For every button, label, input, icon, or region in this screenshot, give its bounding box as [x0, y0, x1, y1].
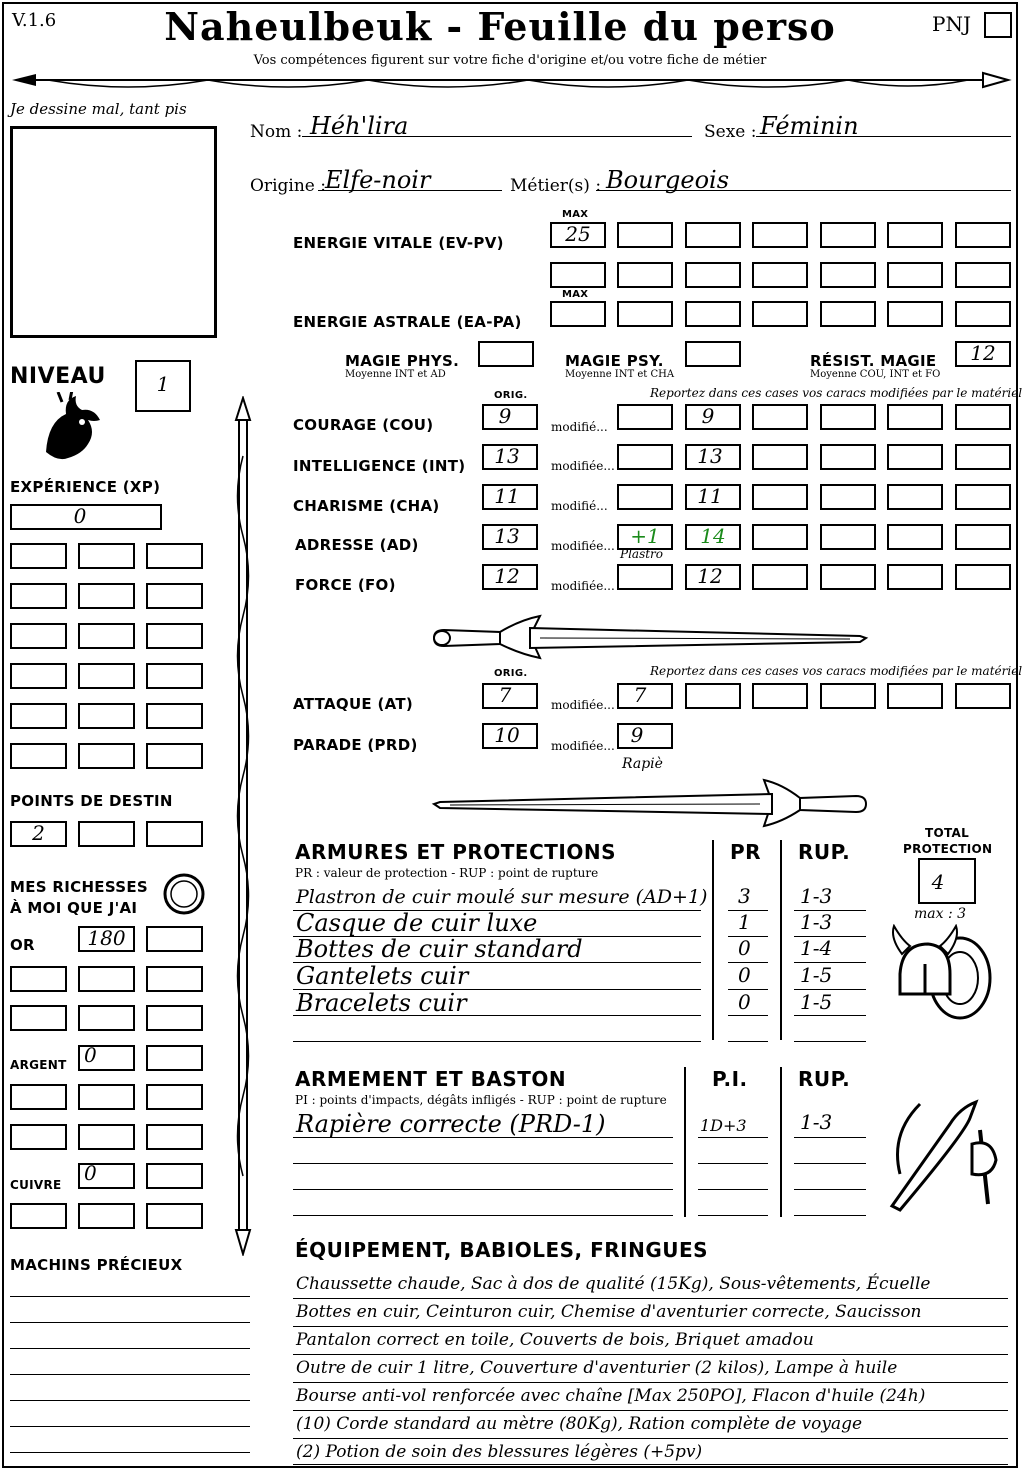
int-final-value: 13 [697, 444, 723, 468]
cou-mod-label: modifié... [551, 420, 608, 434]
ev-box[interactable] [887, 222, 943, 248]
xp-grid-box[interactable] [10, 543, 67, 569]
cha-label: CHARISME (CHA) [293, 497, 440, 515]
magie-psy-box[interactable] [685, 341, 741, 367]
ev-box[interactable] [752, 262, 808, 288]
armures-pr-header: PR [730, 840, 762, 864]
magie-phys-sub: Moyenne INT et AD [345, 369, 446, 380]
ea-box[interactable] [685, 301, 741, 327]
sexe-value[interactable]: Féminin [760, 112, 859, 140]
or-box[interactable] [146, 966, 203, 992]
sword-icon [430, 776, 870, 832]
at-orig-value: 7 [498, 683, 512, 707]
ev-box[interactable] [955, 222, 1011, 248]
int-box[interactable] [820, 444, 876, 470]
xp-grid-box[interactable] [10, 703, 67, 729]
ev-box[interactable] [955, 262, 1011, 288]
cha-box[interactable] [752, 484, 808, 510]
origine-label: Origine : [250, 176, 326, 196]
cou-bonus-box[interactable] [617, 404, 673, 430]
arme-line[interactable] [293, 1215, 673, 1216]
arme-pi-line[interactable] [698, 1215, 768, 1216]
armure-rup[interactable]: 1-5 [800, 963, 833, 987]
ev-box[interactable] [685, 222, 741, 248]
at-box[interactable] [955, 683, 1011, 709]
armure-name[interactable]: Gantelets cuir [296, 962, 469, 990]
carac-orig-label: ORIG. [494, 390, 528, 401]
destin-box[interactable] [78, 821, 135, 847]
pnj-label: PNJ [932, 12, 971, 36]
or-box[interactable] [146, 926, 203, 952]
ev-box[interactable] [550, 262, 606, 288]
total-protection-value: 4 [931, 870, 945, 894]
magie-phys-label: MAGIE PHYS. [345, 352, 460, 370]
argent-box[interactable] [78, 1084, 135, 1110]
ev-box[interactable] [685, 262, 741, 288]
arme-rup-line [794, 1137, 866, 1138]
ev-box[interactable] [820, 262, 876, 288]
weapons-icon [880, 1094, 1000, 1214]
xp-grid-box[interactable] [78, 703, 135, 729]
metier-value[interactable]: Bourgeois [606, 166, 730, 194]
ad-box[interactable] [752, 524, 808, 550]
fo-box[interactable] [887, 564, 943, 590]
equipement-line[interactable]: Bottes en cuir, Ceinturon cuir, Chemise d'aventurier correcte, Saucisson [296, 1302, 922, 1322]
machins-line[interactable] [10, 1348, 250, 1349]
ev-box[interactable] [617, 222, 673, 248]
xp-grid-box[interactable] [10, 663, 67, 689]
argent-label: ARGENT [10, 1058, 67, 1072]
int-label: INTELLIGENCE (INT) [293, 457, 466, 475]
xp-grid-box[interactable] [78, 743, 135, 769]
nom-label: Nom : [250, 122, 303, 142]
armure-rup-line[interactable] [794, 1041, 866, 1042]
int-box[interactable] [955, 444, 1011, 470]
equipement-title: ÉQUIPEMENT, BABIOLES, FRINGUES [295, 1238, 709, 1262]
armement-divider [780, 1067, 782, 1217]
ad-box[interactable] [820, 524, 876, 550]
armure-pr-line [728, 1015, 768, 1016]
combat-report-note: Reportez dans ces cases vos caracs modifiées par le matériel [650, 664, 1023, 678]
armure-name[interactable]: Bracelets cuir [296, 989, 467, 1017]
coin-icon [162, 872, 206, 916]
ad-bonus-note: Plastro [620, 547, 664, 561]
ev-box[interactable] [617, 262, 673, 288]
equipement-rule [293, 1298, 1008, 1299]
argent-box[interactable] [78, 1124, 135, 1150]
arme-rup-line[interactable] [794, 1163, 866, 1164]
prd-mod-value: 9 [630, 723, 644, 747]
ea-max-label: MAX [562, 289, 589, 300]
ea-box[interactable] [955, 301, 1011, 327]
argent-value: 0 [84, 1043, 97, 1067]
prd-note: Rapiè [622, 756, 663, 772]
armement-title: ARMEMENT ET BASTON [295, 1067, 567, 1091]
arme-rup-line[interactable] [794, 1189, 866, 1190]
equipement-rule [293, 1410, 1008, 1411]
resist-magie-value: 12 [970, 341, 996, 365]
xp-grid-box[interactable] [146, 663, 203, 689]
at-box[interactable] [752, 683, 808, 709]
fo-box[interactable] [955, 564, 1011, 590]
equipement-line[interactable]: (2) Potion de soin des blessures légères (+5pv) [296, 1442, 703, 1462]
portrait-caption: Je dessine mal, tant pis [10, 100, 187, 118]
armure-pr[interactable]: 0 [738, 963, 751, 987]
cou-box[interactable] [752, 404, 808, 430]
armure-rup[interactable]: 1-3 [800, 884, 833, 908]
helmet-shield-icon [888, 924, 998, 1024]
total-label-1: TOTAL [925, 826, 970, 840]
cuivre-box[interactable] [78, 1203, 135, 1229]
arme-line[interactable] [293, 1189, 673, 1190]
armure-line [293, 1015, 701, 1016]
ea-box[interactable] [887, 301, 943, 327]
ea-box[interactable] [752, 301, 808, 327]
cou-final-value: 9 [701, 404, 715, 428]
armure-rup-line [794, 1015, 866, 1016]
ea-box[interactable] [617, 301, 673, 327]
armures-title: ARMURES ET PROTECTIONS [295, 840, 616, 864]
cou-box[interactable] [820, 404, 876, 430]
ea-max-box[interactable] [550, 301, 606, 327]
armure-pr[interactable]: 0 [738, 936, 751, 960]
argent-box[interactable] [10, 1124, 67, 1150]
staff-icon [228, 396, 258, 1256]
fo-label: FORCE (FO) [295, 576, 396, 594]
argent-box[interactable] [146, 1084, 203, 1110]
cou-label: COURAGE (COU) [293, 416, 434, 434]
ad-bonus-value: +1 [630, 524, 660, 548]
armures-rup-header: RUP. [798, 840, 851, 864]
equipement-line[interactable]: Outre de cuir 1 litre, Couverture d'aventurier (2 kilos), Lampe à huile [296, 1358, 898, 1378]
arme-rup[interactable]: 1-3 [800, 1110, 833, 1134]
ea-box[interactable] [820, 301, 876, 327]
version-label: V.1.6 [12, 10, 57, 31]
prd-orig-value: 10 [494, 723, 520, 747]
pnj-checkbox[interactable] [984, 12, 1012, 38]
at-mod-label: modifiée... [551, 698, 615, 712]
or-value: 180 [87, 926, 126, 950]
arme-line[interactable] [293, 1163, 673, 1164]
cha-box[interactable] [887, 484, 943, 510]
machins-line[interactable] [10, 1296, 250, 1297]
magie-psy-sub: Moyenne INT et CHA [565, 369, 675, 380]
armement-rup-header: RUP. [798, 1067, 851, 1091]
cuivre-box[interactable] [146, 1163, 203, 1189]
armure-rup[interactable]: 1-5 [800, 990, 833, 1014]
int-mod-label: modifiée... [551, 459, 615, 473]
machins-line[interactable] [10, 1426, 250, 1427]
xp-grid-box[interactable] [10, 623, 67, 649]
ev-label: ENERGIE VITALE (EV-PV) [293, 234, 504, 252]
fo-box[interactable] [752, 564, 808, 590]
cuivre-label: CUIVRE [10, 1178, 62, 1192]
equipement-line[interactable]: Chaussette chaude, Sac à dos de qualité (15Kg), Sous-vêtements, Écuelle [296, 1274, 931, 1294]
spear-divider-icon [8, 64, 1012, 100]
machins-label: MACHINS PRÉCIEUX [10, 1256, 183, 1274]
destin-label: POINTS DE DESTIN [10, 792, 173, 810]
arme-pi[interactable]: 1D+3 [700, 1116, 747, 1135]
argent-box[interactable] [146, 1124, 203, 1150]
armure-rup[interactable]: 1-4 [800, 936, 833, 960]
cha-box[interactable] [820, 484, 876, 510]
cha-orig-value: 11 [494, 484, 520, 508]
at-box[interactable] [820, 683, 876, 709]
xp-grid-box[interactable] [10, 583, 67, 609]
or-box[interactable] [78, 966, 135, 992]
armement-divider [684, 1067, 686, 1217]
at-mod-value: 7 [633, 683, 647, 707]
xp-label: EXPÉRIENCE (XP) [10, 478, 161, 496]
xp-grid-box[interactable] [146, 743, 203, 769]
arme-line [293, 1137, 673, 1138]
fo-bonus-box[interactable] [617, 564, 673, 590]
magie-phys-box[interactable] [478, 341, 534, 367]
origine-value[interactable]: Elfe-noir [325, 166, 431, 194]
ad-box[interactable] [887, 524, 943, 550]
xp-grid-box[interactable] [78, 623, 135, 649]
armure-line[interactable] [293, 1041, 701, 1042]
machins-line[interactable] [10, 1322, 250, 1323]
argent-box[interactable] [146, 1045, 203, 1071]
armure-pr-line[interactable] [728, 1041, 768, 1042]
or-box[interactable] [78, 1005, 135, 1031]
armures-divider [712, 840, 714, 1040]
or-box[interactable] [146, 1005, 203, 1031]
cuivre-value: 0 [84, 1161, 97, 1185]
ad-mod-label: modifiée... [551, 539, 615, 553]
int-box[interactable] [752, 444, 808, 470]
equipement-rule [293, 1354, 1008, 1355]
or-box[interactable] [10, 1005, 67, 1031]
or-box[interactable] [10, 966, 67, 992]
destin-value: 2 [32, 821, 45, 845]
xp-grid-box[interactable] [78, 663, 135, 689]
ad-orig-value: 13 [494, 524, 520, 548]
fo-box[interactable] [820, 564, 876, 590]
resist-magie-sub: Moyenne COU, INT et FO [810, 369, 941, 380]
prd-mod-label: modifiée... [551, 739, 615, 753]
ev-box[interactable] [887, 262, 943, 288]
armures-divider [780, 840, 782, 1040]
armement-pi-header: P.I. [712, 1067, 748, 1091]
fo-mod-label: modifiée... [551, 579, 615, 593]
total-max: max : 3 [914, 906, 967, 922]
at-label: ATTAQUE (AT) [293, 695, 414, 713]
cha-mod-label: modifié... [551, 499, 608, 513]
niveau-label: NIVEAU [10, 364, 106, 389]
xp-grid-box[interactable] [146, 583, 203, 609]
xp-grid-box[interactable] [78, 583, 135, 609]
ad-final-value: 14 [700, 524, 726, 548]
cha-bonus-box[interactable] [617, 484, 673, 510]
equipement-rule [293, 1464, 1008, 1465]
or-label: OR [10, 936, 35, 954]
ea-label: ENERGIE ASTRALE (EA-PA) [293, 313, 522, 331]
armures-sub: PR : valeur de protection - RUP : point de rupture [295, 866, 599, 880]
sexe-label: Sexe : [704, 122, 757, 142]
xp-value: 0 [73, 504, 87, 528]
richesses-label-2: À MOI QUE J'AI [10, 899, 138, 917]
at-box[interactable] [685, 683, 741, 709]
equipement-rule [293, 1326, 1008, 1327]
destin-box[interactable] [146, 821, 203, 847]
armure-name[interactable]: Casque de cuir luxe [296, 909, 538, 937]
portrait-box[interactable] [10, 126, 217, 338]
machins-line[interactable] [10, 1400, 250, 1401]
niveau-value: 1 [156, 372, 170, 396]
resist-magie-label: RÉSIST. MAGIE [810, 352, 937, 370]
at-box[interactable] [887, 683, 943, 709]
ad-label: ADRESSE (AD) [295, 536, 419, 554]
xp-grid-box[interactable] [146, 703, 203, 729]
magie-psy-label: MAGIE PSY. [565, 352, 664, 370]
armure-pr[interactable]: 0 [738, 990, 751, 1014]
dragon-icon [38, 392, 108, 466]
ev-box[interactable] [820, 222, 876, 248]
metier-label: Métier(s) : [510, 176, 602, 196]
equipement-rule [293, 1438, 1008, 1439]
xp-grid-box[interactable] [146, 623, 203, 649]
arme-pi-line [698, 1137, 768, 1138]
armure-pr[interactable]: 3 [738, 884, 751, 908]
xp-grid-box[interactable] [146, 543, 203, 569]
cha-final-value: 11 [697, 484, 723, 508]
equipement-rule [293, 1382, 1008, 1383]
arme-pi-line[interactable] [698, 1189, 768, 1190]
ev-max-label: MAX [562, 209, 589, 220]
sword-icon [430, 612, 870, 662]
int-bonus-box[interactable] [617, 444, 673, 470]
xp-grid-box[interactable] [10, 743, 67, 769]
ev-box[interactable] [752, 222, 808, 248]
armure-name[interactable]: Bottes de cuir standard [296, 935, 583, 963]
nom-value[interactable]: Héh'lira [310, 112, 409, 140]
cuivre-box[interactable] [146, 1203, 203, 1229]
int-orig-value: 13 [494, 444, 520, 468]
richesses-label-1: MES RICHESSES [10, 878, 149, 896]
equipement-line[interactable]: Pantalon correct en toile, Couverts de bois, Briquet amadou [296, 1330, 814, 1350]
armure-name[interactable]: Plastron de cuir moulé sur mesure (AD+1) [296, 886, 708, 908]
cou-orig-value: 9 [498, 404, 512, 428]
carac-report-note: Reportez dans ces cases vos caracs modifiées par le matériel [650, 386, 1023, 400]
armure-rup[interactable]: 1-3 [800, 910, 833, 934]
xp-grid-box[interactable] [78, 543, 135, 569]
page-subtitle: Vos compétences figurent sur votre fiche d'origine et/ou votre fiche de métier [253, 53, 767, 68]
armement-sub: PI : points d'impacts, dégâts infligés - RUP : point de rupture [295, 1093, 667, 1107]
argent-box[interactable] [10, 1084, 67, 1110]
prd-label: PARADE (PRD) [293, 736, 418, 754]
fo-orig-value: 12 [494, 564, 520, 588]
int-box[interactable] [887, 444, 943, 470]
machins-line[interactable] [10, 1374, 250, 1375]
ad-box[interactable] [955, 524, 1011, 550]
cuivre-box[interactable] [10, 1203, 67, 1229]
arme-name[interactable]: Rapière correcte (PRD-1) [296, 1110, 606, 1138]
ev-max-value: 25 [565, 222, 591, 246]
cha-box[interactable] [955, 484, 1011, 510]
combat-orig-label: ORIG. [494, 668, 528, 679]
armure-pr[interactable]: 1 [738, 910, 751, 934]
page-title: Naheulbeuk - Feuille du perso [164, 4, 836, 49]
equipement-line[interactable]: Bourse anti-vol renforcée avec chaîne [Max 250PO], Flacon d'huile (24h) [296, 1386, 926, 1406]
cou-box[interactable] [955, 404, 1011, 430]
arme-rup-line[interactable] [794, 1215, 866, 1216]
fo-final-value: 12 [697, 564, 723, 588]
total-label-2: PROTECTION [903, 842, 993, 856]
arme-pi-line[interactable] [698, 1163, 768, 1164]
cou-box[interactable] [887, 404, 943, 430]
equipement-line[interactable]: (10) Corde standard au mètre (80Kg), Ration complète de voyage [296, 1414, 863, 1434]
machins-line[interactable] [10, 1452, 250, 1453]
